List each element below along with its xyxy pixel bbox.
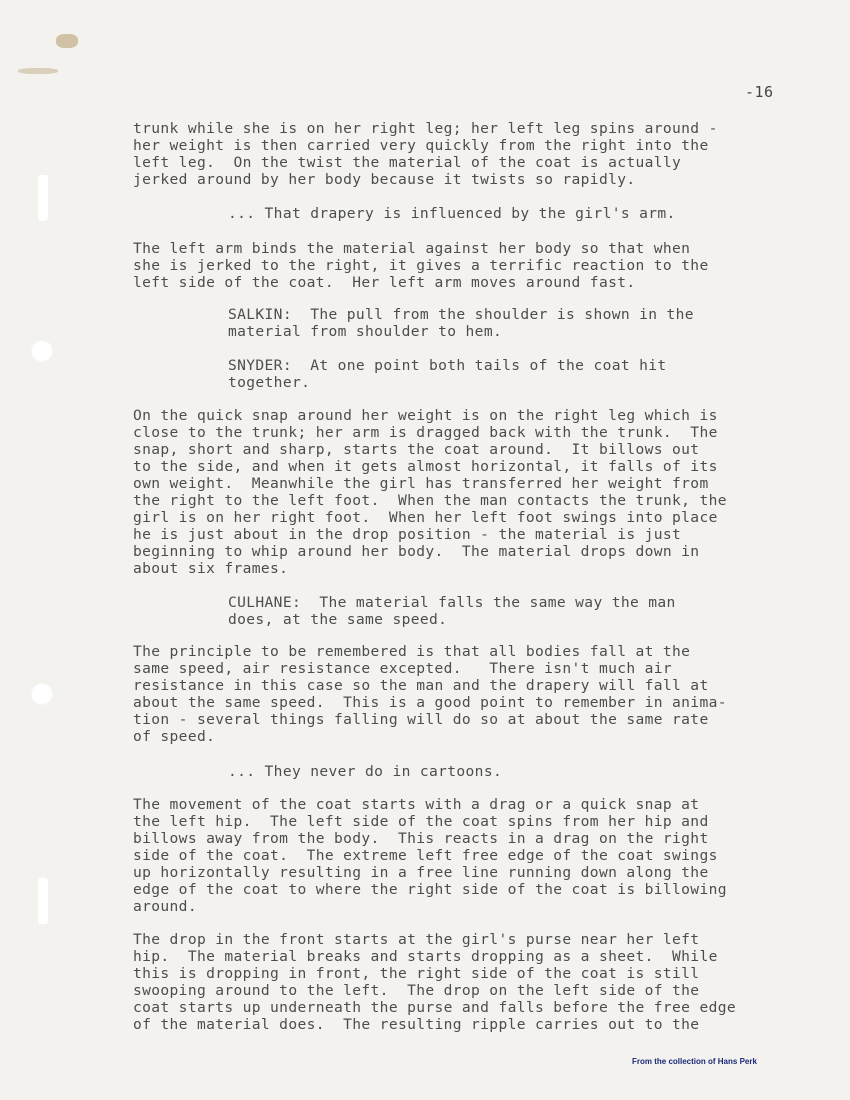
body-paragraph: On the quick snap around her weight is on the right leg which is close to the trunk; her arm is dragged back with the trunk. The snap, short and sharp, starts the coat around. It billows out to the side, and when it gets almost horizontal, it falls of its own weight. Meanwhile the girl has transferred her weight from the right to the left foot. When the man contacts the trunk, the girl is on her right foot. When her left foot swings into place he is just about in the drop position - the material is just beginning to whip around her body. The material drops down in about six frames. xyxy=(133,407,727,577)
punch-hole xyxy=(31,683,53,705)
collection-credit: From the collection of Hans Perk xyxy=(632,1057,757,1066)
body-paragraph: The left arm binds the material against her body so that when she is jerked to the right, it gives a terrific reaction to the left side of the coat. Her left arm moves around fast. xyxy=(133,240,709,291)
punch-hole xyxy=(31,340,53,362)
quote-line: ... They never do in cartoons. xyxy=(228,763,503,780)
paper-edge-mark xyxy=(38,175,48,221)
page-number: -16 xyxy=(745,83,774,101)
body-paragraph: The drop in the front starts at the girl's purse near her left hip. The material breaks and starts dropping as a sheet. While this is dropping in front, the right side of the coat is still swooping around to the left. The drop on the left side of the coat starts up underneath the purse and falls before the free edge of the material does. The resulting ripple carries out to the xyxy=(133,931,736,1033)
body-paragraph: trunk while she is on her right leg; her left leg spins around - her weight is then carried very quickly from the right into the left leg. On the twist the material of the coat is actually jerked around by her body because it twists so rapidly. xyxy=(133,120,718,188)
paper-edge-mark xyxy=(38,878,48,924)
speaker-salkin: SALKIN: The pull from the shoulder is shown in the material from shoulder to hem. xyxy=(228,306,694,340)
body-paragraph: The movement of the coat starts with a drag or a quick snap at the left hip. The left side of the coat spins from her hip and billows away from the body. This reacts in a drag on the right side of the coat. The extreme left free edge of the coat swings up horizontally resulting in a free line running down along the edge of the coat to where the right side of the coat is billowing around. xyxy=(133,796,727,915)
paper-stain xyxy=(56,34,78,48)
quote-line: ... That drapery is influenced by the girl's arm. xyxy=(228,205,676,222)
body-paragraph: The principle to be remembered is that all bodies fall at the same speed, air resistance excepted. There isn't much air resistance in this case so the man and the drapery will fall at about the same speed. This is a good point to remember in anima- tion - several things falling will do so at about the same rate of speed. xyxy=(133,643,727,745)
speaker-culhane: CULHANE: The material falls the same way the man does, at the same speed. xyxy=(228,594,676,628)
paper-stain xyxy=(18,68,58,74)
speaker-snyder: SNYDER: At one point both tails of the coat hit together. xyxy=(228,357,667,391)
